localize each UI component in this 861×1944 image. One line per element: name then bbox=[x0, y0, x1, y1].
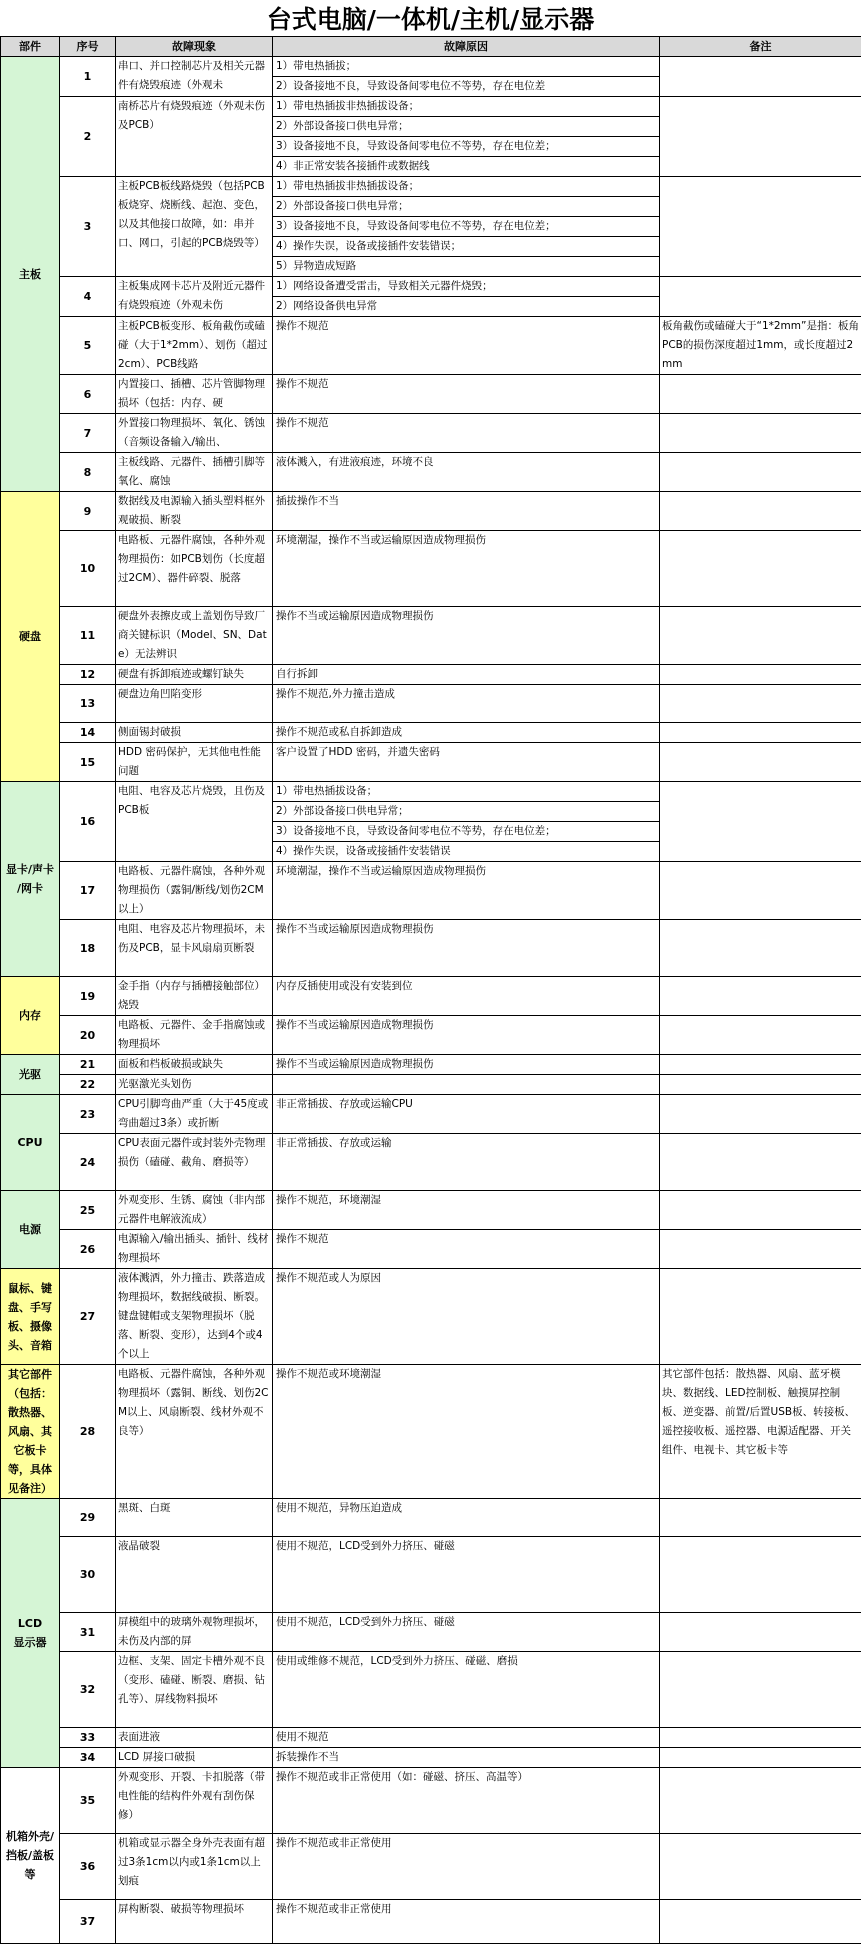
part-cell: LCD 显示器 bbox=[1, 1499, 60, 1768]
row-number: 30 bbox=[60, 1537, 116, 1613]
cause-line: 操作不规范 bbox=[273, 414, 659, 433]
cause-line: 操作不规范 bbox=[273, 1230, 659, 1249]
row-number: 10 bbox=[60, 531, 116, 607]
table-row bbox=[1, 782, 861, 862]
cause-line: 1）带电热插拔非热插拔设备； bbox=[273, 97, 659, 117]
fault-phenomenon: 硬盘边角凹陷变形 bbox=[116, 685, 273, 723]
table-row bbox=[1, 1748, 861, 1768]
cause-line: 使用不规范 bbox=[273, 1728, 659, 1747]
table-row bbox=[1, 277, 861, 317]
cause-line: 非正常插拔、存放或运输CPU bbox=[273, 1095, 659, 1114]
remark bbox=[660, 1613, 861, 1652]
table-row bbox=[1, 607, 861, 665]
fault-cause bbox=[273, 1134, 660, 1191]
table-header-row bbox=[1, 37, 861, 57]
fault-cause bbox=[273, 375, 660, 414]
fault-phenomenon: 主板PCB板线路烧毁（包括PCB板烧穿、烧断线、起泡、变色，以及其他接口故障，如：串并口、网口，引起的PCB烧毁等） bbox=[116, 177, 273, 277]
row-number: 26 bbox=[60, 1230, 116, 1269]
remark bbox=[660, 1900, 861, 1944]
part-cell: 机箱外壳/挡板/盖板等 bbox=[1, 1768, 60, 1944]
table-row bbox=[1, 492, 861, 531]
fault-cause bbox=[273, 743, 660, 782]
part-cell: 内存 bbox=[1, 977, 60, 1055]
cause-line: 4）操作失误，设备或接插件安装错误； bbox=[273, 237, 659, 257]
row-number: 12 bbox=[60, 665, 116, 685]
remark bbox=[660, 920, 861, 977]
fault-phenomenon: 屏模组中的玻璃外观物理损坏，未伤及内部的屏 bbox=[116, 1613, 273, 1652]
row-number: 28 bbox=[60, 1365, 116, 1499]
remark bbox=[660, 1055, 861, 1075]
cause-line: 环境潮湿，操作不当或运输原因造成物理损伤 bbox=[273, 531, 659, 550]
row-number: 33 bbox=[60, 1728, 116, 1748]
cause-line: 拆装操作不当 bbox=[273, 1748, 659, 1767]
table-row bbox=[1, 1055, 861, 1075]
fault-cause bbox=[273, 531, 660, 607]
cause-line: 操作不规范或非正常使用 bbox=[273, 1900, 659, 1919]
row-number: 2 bbox=[60, 97, 116, 177]
fault-cause bbox=[273, 862, 660, 920]
table-row bbox=[1, 1499, 861, 1537]
part-cell: 主板 bbox=[1, 57, 60, 492]
part-cell: 鼠标、键盘、手写板、摄像头、音箱 bbox=[1, 1269, 60, 1365]
table-row bbox=[1, 665, 861, 685]
fault-phenomenon: 面板和档板破损或缺失 bbox=[116, 1055, 273, 1075]
fault-cause bbox=[273, 1748, 660, 1768]
cause-line: 2）外部设备接口供电异常； bbox=[273, 802, 659, 822]
cause-line: 操作不规范 bbox=[273, 317, 659, 336]
part-cell: 硬盘 bbox=[1, 492, 60, 782]
remark bbox=[660, 743, 861, 782]
cause-line: 使用不规范，异物压迫造成 bbox=[273, 1499, 659, 1518]
cause-line: 使用不规范，LCD受到外力挤压、碰磁 bbox=[273, 1537, 659, 1556]
table-row bbox=[1, 1652, 861, 1728]
fault-cause bbox=[273, 317, 660, 375]
header-phenomenon: 故障现象 bbox=[116, 37, 273, 57]
fault-phenomenon: CPU引脚弯曲严重（大于45度或弯曲超过3条）或折断 bbox=[116, 1095, 273, 1134]
row-number: 3 bbox=[60, 177, 116, 277]
row-number: 37 bbox=[60, 1900, 116, 1944]
remark bbox=[660, 782, 861, 862]
fault-cause bbox=[273, 277, 660, 317]
fault-phenomenon: 数据线及电源输入插头塑料框外观破损、断裂 bbox=[116, 492, 273, 531]
table-row bbox=[1, 977, 861, 1016]
remark bbox=[660, 1016, 861, 1055]
table-row bbox=[1, 1613, 861, 1652]
fault-phenomenon: 电路板、元器件腐蚀，各种外观物理损伤：如PCB划伤（长度超过2CM）、器件碎裂、脱落 bbox=[116, 531, 273, 607]
table-row bbox=[1, 1191, 861, 1230]
table-row bbox=[1, 1365, 861, 1499]
remark bbox=[660, 453, 861, 492]
remark bbox=[660, 665, 861, 685]
table-row bbox=[1, 723, 861, 743]
fault-cause bbox=[273, 1613, 660, 1652]
table-row bbox=[1, 862, 861, 920]
cause-line: 操作不规范或非正常使用 bbox=[273, 1834, 659, 1853]
table-row bbox=[1, 1269, 861, 1365]
remark bbox=[660, 1652, 861, 1728]
fault-cause bbox=[273, 723, 660, 743]
cause-line: 插拔操作不当 bbox=[273, 492, 659, 511]
cause-line: 2）外部设备接口供电异常； bbox=[273, 197, 659, 217]
fault-cause bbox=[273, 1365, 660, 1499]
part-cell: 显卡/声卡 /网卡 bbox=[1, 782, 60, 977]
table-row bbox=[1, 1095, 861, 1134]
page-title: 台式电脑/一体机/主机/显示器 bbox=[0, 0, 861, 36]
cause-line: 操作不规范，环境潮湿 bbox=[273, 1191, 659, 1210]
row-number: 36 bbox=[60, 1834, 116, 1900]
table-row bbox=[1, 1900, 861, 1944]
fault-phenomenon: 南桥芯片有烧毁痕迹（外观未伤及PCB） bbox=[116, 97, 273, 177]
fault-cause bbox=[273, 977, 660, 1016]
fault-cause bbox=[273, 1728, 660, 1748]
fault-cause bbox=[273, 782, 660, 862]
fault-phenomenon: 液体溅洒，外力撞击、跌落造成物理损坏，数据线破损、断裂。键盘键帽或支架物理损坏（脱落、断裂、变形），达到4个或4个以上 bbox=[116, 1269, 273, 1365]
cause-line: 1）带电热插拔设备； bbox=[273, 782, 659, 802]
fault-phenomenon: 硬盘外表擦皮或上盖划伤导致厂商关键标识（Model、SN、Date）无法辨识 bbox=[116, 607, 273, 665]
remark bbox=[660, 1748, 861, 1768]
cause-line: 1）网络设备遭受雷击，导致相关元器件烧毁； bbox=[273, 277, 659, 297]
remark bbox=[660, 177, 861, 277]
cause-line: 5）异物造成短路 bbox=[273, 257, 659, 276]
cause-line: 操作不当或运输原因造成物理损伤 bbox=[273, 1055, 659, 1074]
row-number: 9 bbox=[60, 492, 116, 531]
part-cell: CPU bbox=[1, 1095, 60, 1191]
cause-line: 使用或维修不规范，LCD受到外力挤压、碰磁、磨损 bbox=[273, 1652, 659, 1671]
row-number: 31 bbox=[60, 1613, 116, 1652]
remark bbox=[660, 492, 861, 531]
fault-cause bbox=[273, 1834, 660, 1900]
table-row bbox=[1, 375, 861, 414]
remark: 其它部件包括：散热器、风扇、蓝牙模块、数据线、LED控制板、触摸屏控制板、逆变器、前置/后置USB板、转接板、遥控接收板、遥控器、电源适配器、开关组件、电视卡、其它板卡等 bbox=[660, 1365, 861, 1499]
fault-phenomenon: 内置接口、插槽、芯片管脚物理损坏（包括：内存、硬 bbox=[116, 375, 273, 414]
remark bbox=[660, 1230, 861, 1269]
row-number: 35 bbox=[60, 1768, 116, 1834]
fault-phenomenon: 主板集成网卡芯片及附近元器件有烧毁痕迹（外观未伤 bbox=[116, 277, 273, 317]
remark bbox=[660, 1075, 861, 1095]
table-row bbox=[1, 1075, 861, 1095]
cause-line bbox=[273, 1075, 659, 1094]
row-number: 29 bbox=[60, 1499, 116, 1537]
table-row bbox=[1, 685, 861, 723]
fault-phenomenon: 电源输入/输出插头、插针、线材物理损坏 bbox=[116, 1230, 273, 1269]
table-row bbox=[1, 1834, 861, 1900]
header-number: 序号 bbox=[60, 37, 116, 57]
fault-phenomenon: 外观变形、生锈、腐蚀（非内部元器件电解液流成） bbox=[116, 1191, 273, 1230]
fault-cause bbox=[273, 1269, 660, 1365]
fault-phenomenon: 电阻、电容及芯片烧毁，且伤及PCB板 bbox=[116, 782, 273, 862]
cause-line: 1）带电热插拔； bbox=[273, 57, 659, 77]
fault-phenomenon: 外观变形、开裂、卡扣脱落（带电性能的结构件外观有刮伤保修） bbox=[116, 1768, 273, 1834]
remark bbox=[660, 685, 861, 723]
remark bbox=[660, 1834, 861, 1900]
cause-line: 操作不规范,外力撞击造成 bbox=[273, 685, 659, 704]
table-row bbox=[1, 414, 861, 453]
cause-line: 内存反插使用或没有安装到位 bbox=[273, 977, 659, 996]
fault-cause bbox=[273, 1075, 660, 1095]
table-row bbox=[1, 1016, 861, 1055]
cause-line: 环境潮湿，操作不当或运输原因造成物理损伤 bbox=[273, 862, 659, 881]
remark bbox=[660, 862, 861, 920]
row-number: 20 bbox=[60, 1016, 116, 1055]
row-number: 15 bbox=[60, 743, 116, 782]
table-row bbox=[1, 97, 861, 177]
row-number: 23 bbox=[60, 1095, 116, 1134]
remark bbox=[660, 1191, 861, 1230]
row-number: 19 bbox=[60, 977, 116, 1016]
cause-line: 液体溅入，有进液痕迹，环境不良 bbox=[273, 453, 659, 472]
cause-line: 使用不规范，LCD受到外力挤压、碰磁 bbox=[273, 1613, 659, 1632]
cause-line: 非正常插拔、存放或运输 bbox=[273, 1134, 659, 1153]
remark bbox=[660, 1134, 861, 1191]
row-number: 17 bbox=[60, 862, 116, 920]
remark bbox=[660, 97, 861, 177]
cause-line: 操作不规范或非正常使用（如：碰磁、挤压、高温等） bbox=[273, 1768, 659, 1787]
row-number: 11 bbox=[60, 607, 116, 665]
row-number: 1 bbox=[60, 57, 116, 97]
fault-phenomenon: 黑斑、白斑 bbox=[116, 1499, 273, 1537]
remark bbox=[660, 414, 861, 453]
cause-line: 操作不当或运输原因造成物理损伤 bbox=[273, 607, 659, 626]
fault-cause bbox=[273, 414, 660, 453]
cause-line: 操作不当或运输原因造成物理损伤 bbox=[273, 920, 659, 939]
fault-cause bbox=[273, 920, 660, 977]
fault-phenomenon: 外置接口物理损坏、氧化、锈蚀（音频设备输入/输出、 bbox=[116, 414, 273, 453]
fault-cause bbox=[273, 1537, 660, 1613]
fault-phenomenon: 主板线路、元器件、插槽引脚等氧化、腐蚀 bbox=[116, 453, 273, 492]
fault-cause bbox=[273, 685, 660, 723]
remark bbox=[660, 1768, 861, 1834]
row-number: 18 bbox=[60, 920, 116, 977]
remark bbox=[660, 1095, 861, 1134]
table-row bbox=[1, 57, 861, 97]
row-number: 8 bbox=[60, 453, 116, 492]
cause-line: 3）设备接地不良，导致设备间零电位不等势，存在电位差； bbox=[273, 217, 659, 237]
fault-phenomenon: 电路板、元器件腐蚀，各种外观物理损坏（露铜、断线、划伤2CM以上、风扇断裂、线材外观不良等） bbox=[116, 1365, 273, 1499]
row-number: 16 bbox=[60, 782, 116, 862]
remark bbox=[660, 1537, 861, 1613]
fault-phenomenon: 金手指（内存与插槽接触部位）烧毁 bbox=[116, 977, 273, 1016]
remark bbox=[660, 57, 861, 97]
remark bbox=[660, 1728, 861, 1748]
part-cell: 光驱 bbox=[1, 1055, 60, 1095]
table-row bbox=[1, 1728, 861, 1748]
part-cell: 其它部件（包括：散热器、风扇、其它板卡等，具体见备注） bbox=[1, 1365, 60, 1499]
table-body bbox=[1, 57, 861, 1944]
fault-cause bbox=[273, 453, 660, 492]
fault-phenomenon: 硬盘有拆卸痕迹或螺钉缺失 bbox=[116, 665, 273, 685]
remark bbox=[660, 375, 861, 414]
remark bbox=[660, 723, 861, 743]
row-number: 32 bbox=[60, 1652, 116, 1728]
remark bbox=[660, 1499, 861, 1537]
cause-line: 2）设备接地不良，导致设备间零电位不等势，存在电位差 bbox=[273, 77, 659, 96]
fault-cause bbox=[273, 1768, 660, 1834]
cause-line: 3）设备接地不良，导致设备间零电位不等势，存在电位差； bbox=[273, 137, 659, 157]
cause-line: 客户设置了HDD 密码，并遗失密码 bbox=[273, 743, 659, 762]
fault-phenomenon: 屏构断裂、破损等物理损坏 bbox=[116, 1900, 273, 1944]
cause-line: 操作不规范或人为原因 bbox=[273, 1269, 659, 1288]
fault-cause bbox=[273, 1652, 660, 1728]
fault-cause bbox=[273, 1499, 660, 1537]
fault-cause bbox=[273, 1191, 660, 1230]
fault-cause bbox=[273, 1016, 660, 1055]
header-part: 部件 bbox=[1, 37, 60, 57]
fault-cause bbox=[273, 607, 660, 665]
table-row bbox=[1, 1230, 861, 1269]
table-row bbox=[1, 1537, 861, 1613]
table-row bbox=[1, 1134, 861, 1191]
cause-line: 操作不当或运输原因造成物理损伤 bbox=[273, 1016, 659, 1035]
row-number: 34 bbox=[60, 1748, 116, 1768]
fault-cause bbox=[273, 57, 660, 97]
cause-line: 操作不规范或私自拆卸造成 bbox=[273, 723, 659, 742]
row-number: 6 bbox=[60, 375, 116, 414]
fault-phenomenon: 侧面锡封破损 bbox=[116, 723, 273, 743]
cause-line: 操作不规范 bbox=[273, 375, 659, 394]
fault-phenomenon: 电路板、元器件腐蚀，各种外观物理损伤（露铜/断线/划伤2CM以上） bbox=[116, 862, 273, 920]
table-row bbox=[1, 453, 861, 492]
fault-phenomenon: HDD 密码保护，无其他电性能问题 bbox=[116, 743, 273, 782]
fault-phenomenon: 表面进液 bbox=[116, 1728, 273, 1748]
fault-phenomenon: CPU表面元器件或封装外壳物理损伤（磕碰、截角、磨损等） bbox=[116, 1134, 273, 1191]
cause-line: 1）带电热插拔非热插拔设备； bbox=[273, 177, 659, 197]
row-number: 14 bbox=[60, 723, 116, 743]
cause-line: 2）外部设备接口供电异常； bbox=[273, 117, 659, 137]
fault-cause bbox=[273, 97, 660, 177]
row-number: 4 bbox=[60, 277, 116, 317]
cause-line: 3）设备接地不良，导致设备间零电位不等势，存在电位差； bbox=[273, 822, 659, 842]
row-number: 24 bbox=[60, 1134, 116, 1191]
table-row bbox=[1, 743, 861, 782]
fault-phenomenon: 边框、支架、固定卡槽外观不良（变形、磕碰、断裂、磨损、钻孔等）、屏线物料损坏 bbox=[116, 1652, 273, 1728]
table-row bbox=[1, 177, 861, 277]
header-cause: 故障原因 bbox=[273, 37, 660, 57]
fault-phenomenon: LCD 屏接口破损 bbox=[116, 1748, 273, 1768]
row-number: 5 bbox=[60, 317, 116, 375]
cause-line: 自行拆卸 bbox=[273, 665, 659, 684]
remark bbox=[660, 277, 861, 317]
fault-phenomenon: 机箱或显示器全身外壳表面有超过3条1cm以内或1条1cm以上划痕 bbox=[116, 1834, 273, 1900]
fault-cause bbox=[273, 1900, 660, 1944]
part-cell: 电源 bbox=[1, 1191, 60, 1269]
row-number: 22 bbox=[60, 1075, 116, 1095]
fault-phenomenon: 光驱激光头划伤 bbox=[116, 1075, 273, 1095]
remark bbox=[660, 531, 861, 607]
fault-cause bbox=[273, 665, 660, 685]
fault-cause bbox=[273, 1055, 660, 1075]
header-note: 备注 bbox=[660, 37, 861, 57]
remark bbox=[660, 977, 861, 1016]
row-number: 25 bbox=[60, 1191, 116, 1230]
fault-phenomenon: 主板PCB板变形、板角截伤或磕碰（大于1*2mm）、划伤（超过2cm）、PCB线路 bbox=[116, 317, 273, 375]
fault-phenomenon: 液晶破裂 bbox=[116, 1537, 273, 1613]
fault-cause bbox=[273, 492, 660, 531]
fault-cause bbox=[273, 1230, 660, 1269]
fault-table bbox=[0, 36, 861, 1944]
fault-cause bbox=[273, 177, 660, 277]
table-row bbox=[1, 531, 861, 607]
fault-phenomenon: 电阻、电容及芯片物理损坏，未伤及PCB，显卡风扇扇页断裂 bbox=[116, 920, 273, 977]
row-number: 27 bbox=[60, 1269, 116, 1365]
cause-line: 2）网络设备供电异常 bbox=[273, 297, 659, 316]
table-row bbox=[1, 1768, 861, 1834]
cause-line: 操作不规范或环境潮湿 bbox=[273, 1365, 659, 1384]
fault-phenomenon: 串口、并口控制芯片及相关元器件有烧毁痕迹（外观未 bbox=[116, 57, 273, 97]
row-number: 21 bbox=[60, 1055, 116, 1075]
fault-phenomenon: 电路板、元器件、金手指腐蚀或物理损坏 bbox=[116, 1016, 273, 1055]
remark bbox=[660, 1269, 861, 1365]
row-number: 13 bbox=[60, 685, 116, 723]
remark: 板角截伤或磕碰大于“1*2mm”是指：板角PCB的损伤深度超过1mm，或长度超过2mm bbox=[660, 317, 861, 375]
cause-line: 4）操作失误，设备或接插件安装错误 bbox=[273, 842, 659, 861]
row-number: 7 bbox=[60, 414, 116, 453]
remark bbox=[660, 607, 861, 665]
fault-cause bbox=[273, 1095, 660, 1134]
cause-line: 4）非正常安装各接插件或数据线 bbox=[273, 157, 659, 176]
table-row bbox=[1, 920, 861, 977]
table-row bbox=[1, 317, 861, 375]
